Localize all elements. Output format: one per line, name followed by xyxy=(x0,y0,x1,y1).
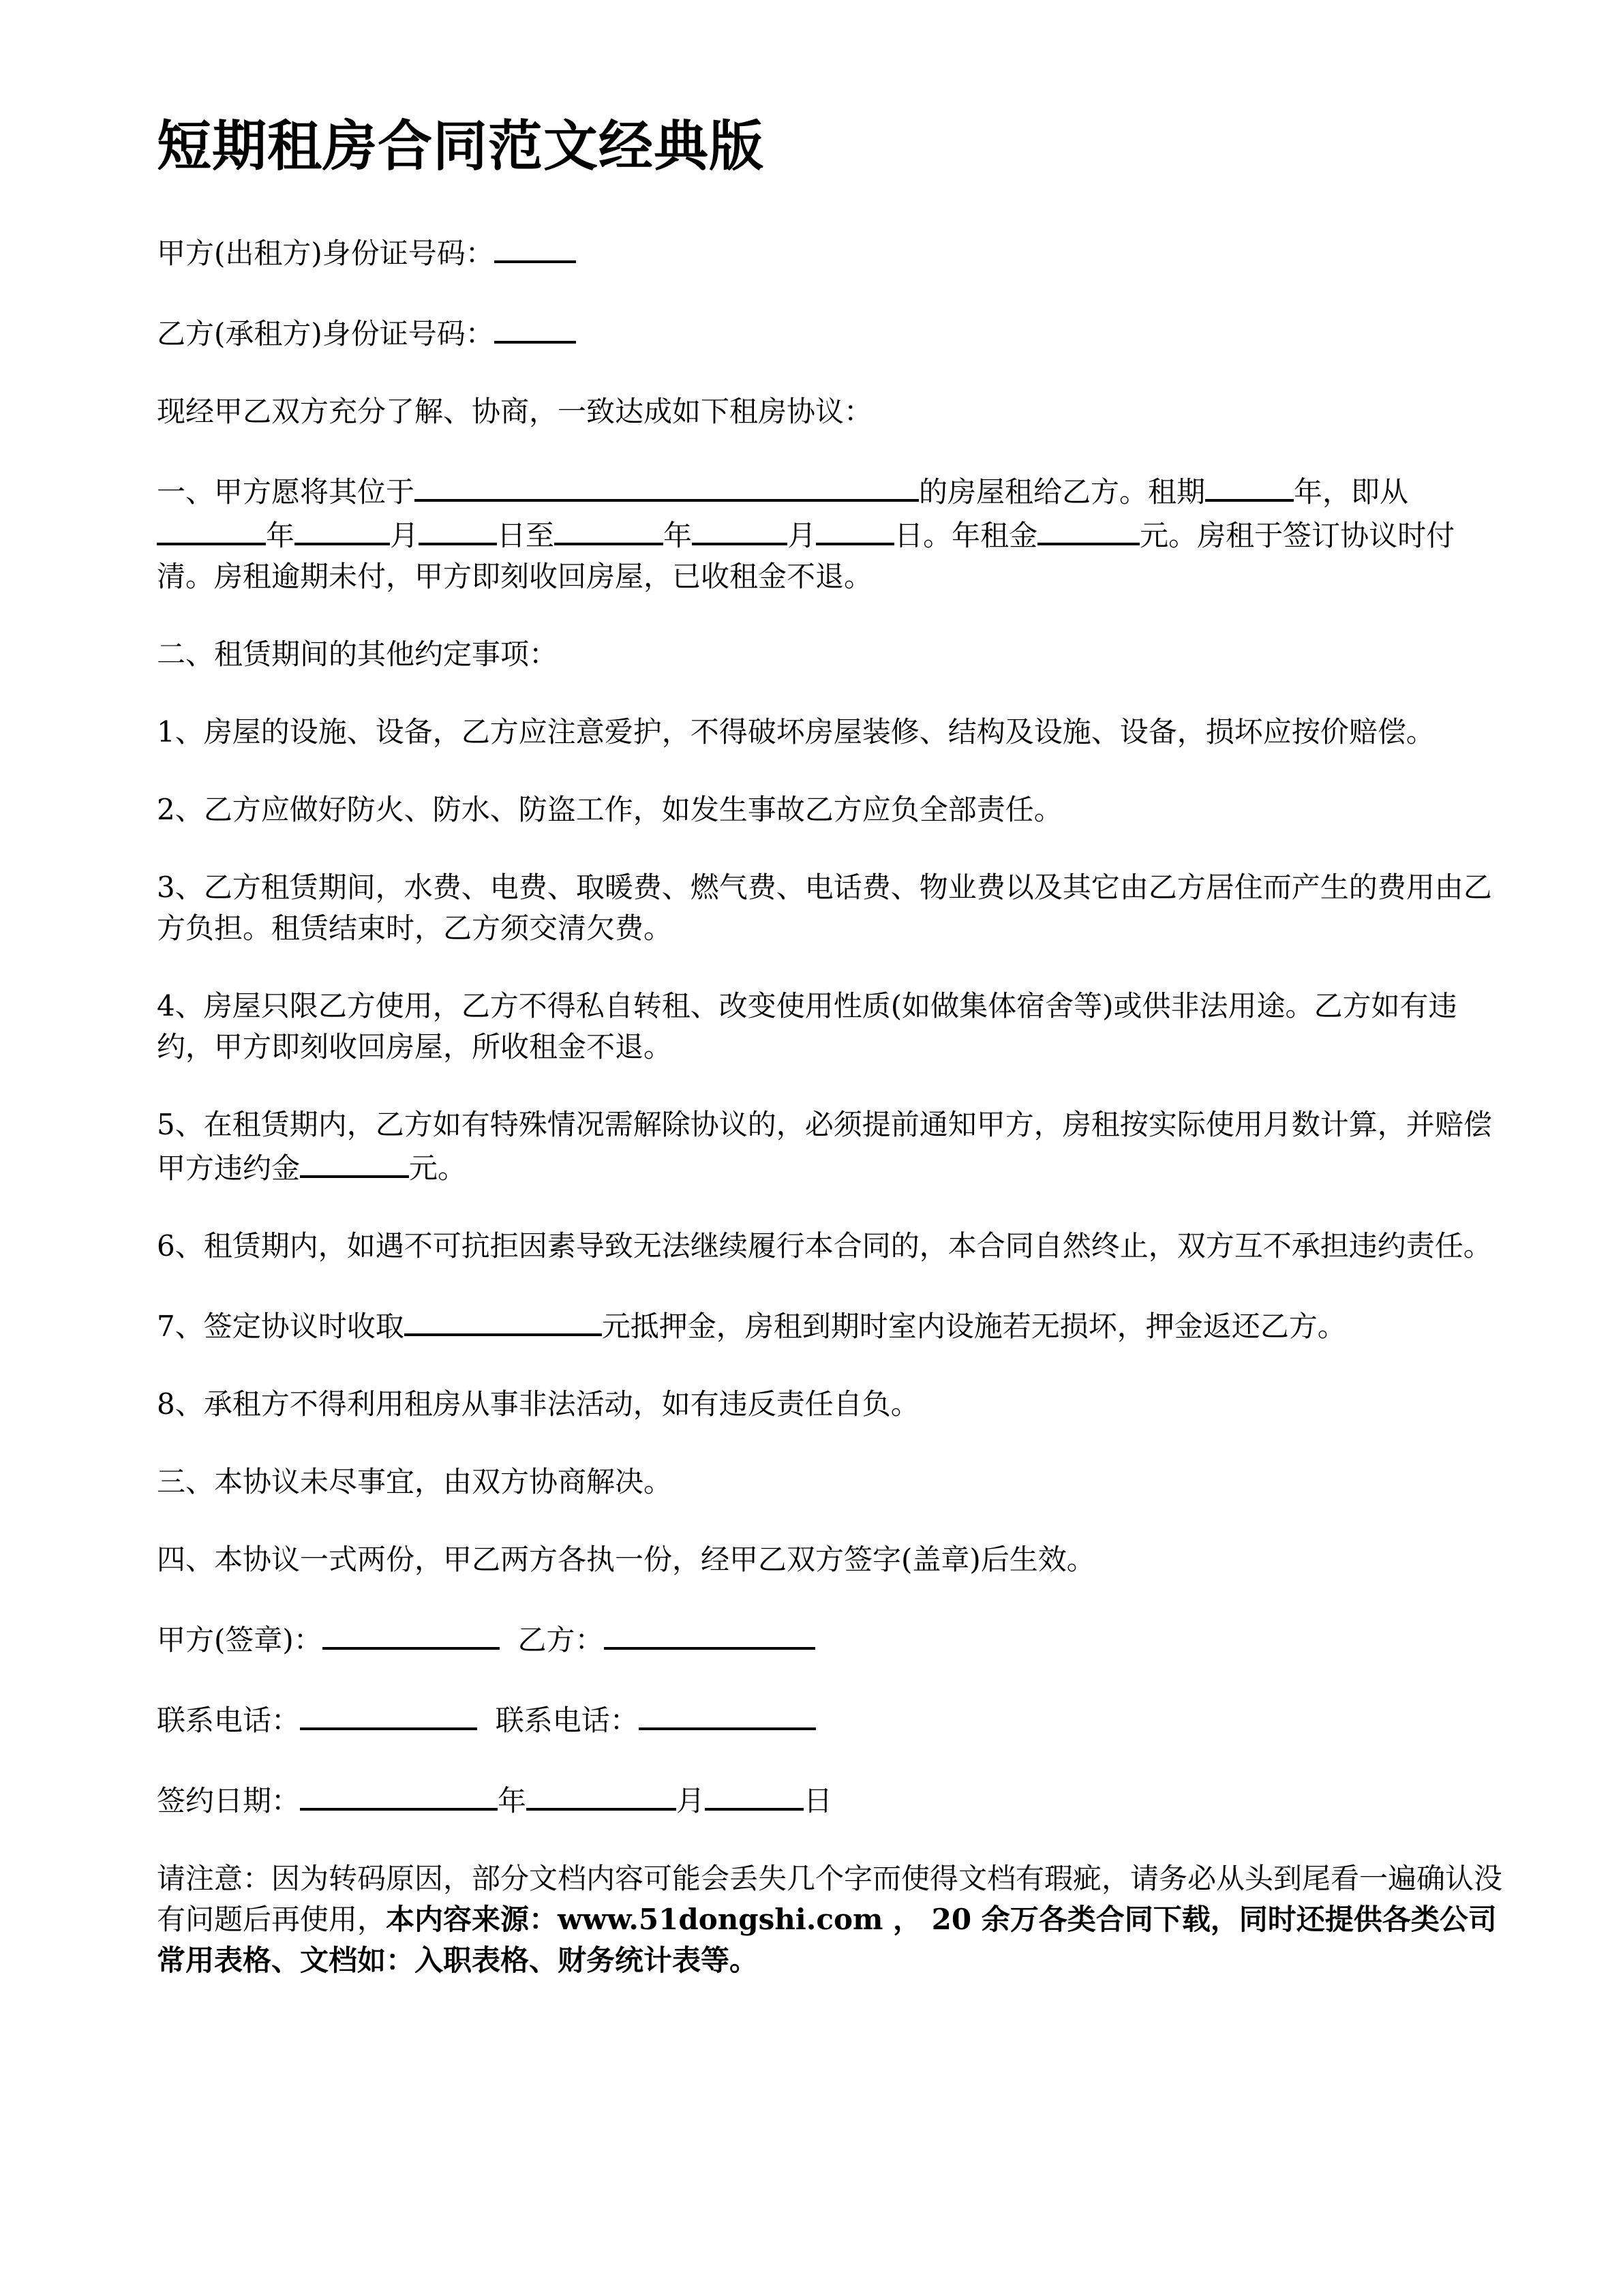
item-2-paragraph: 2、乙方应做好防火、防水、防盗工作，如发生事故乙方应负全部责任。 xyxy=(157,793,1063,826)
item7-text-2: 元抵押金，房租到期时室内设施若无损坏，押金返还乙方。 xyxy=(601,1310,1346,1343)
party-b-id-blank[interactable] xyxy=(494,311,576,344)
annual-rent-blank[interactable] xyxy=(1037,513,1140,545)
signing-month-blank[interactable] xyxy=(526,1778,676,1811)
section-3-paragraph: 三、本协议未尽事宜，由双方协商解决。 xyxy=(157,1465,673,1498)
intro-paragraph: 现经甲乙双方充分了解、协商，一致达成如下租房协议： xyxy=(157,395,873,428)
phone-line xyxy=(157,1697,1506,1741)
sec1-text-10: 元。房租于签订协议时付清。房租逾期未付，甲方即刻收回房屋，已收租金不退。 xyxy=(157,519,1455,593)
party-a-signature-blank[interactable] xyxy=(322,1617,500,1650)
item-5-paragraph xyxy=(157,1104,1506,1189)
deposit-amount-blank[interactable] xyxy=(404,1303,602,1336)
sec1-text-5: 月 xyxy=(390,519,419,552)
party-b-phone-label: 联系电话： xyxy=(495,1704,639,1737)
item5-text-1: 5、在租赁期内，乙方如有特殊情况需解除协议的，必须提前通知甲方，房租按实际使用月数计算，并赔偿甲方违约金 xyxy=(157,1108,1492,1185)
party-a-phone-blank[interactable] xyxy=(300,1697,477,1730)
sec1-text-2: 的房屋租给乙方。租期 xyxy=(919,475,1206,509)
signature-line xyxy=(157,1617,1506,1661)
party-b-signature-label: 乙方： xyxy=(517,1623,604,1657)
document-title: 短期租房合同范文经典版 xyxy=(157,115,764,178)
party-a-id-label: 甲方(出租方)身份证号码： xyxy=(157,237,494,270)
sec1-text-3: 年，即从 xyxy=(1294,475,1409,509)
signing-day-label: 日 xyxy=(804,1784,833,1817)
notice-source-text: 本内容来源：www.51dongshi.com ， 20 余万各类合同下载，同时还提供各类公司常用表格、文档如：入职表格、财务统计表等。 xyxy=(157,1903,1497,1977)
sec1-text-6: 日至 xyxy=(497,519,555,552)
item5-text-2: 元。 xyxy=(409,1151,467,1185)
party-a-phone-label: 联系电话： xyxy=(157,1704,301,1737)
sec1-text-9: 日。年租金 xyxy=(894,519,1038,552)
start-month-blank[interactable] xyxy=(294,513,390,545)
end-month-blank[interactable] xyxy=(692,513,787,545)
document-body xyxy=(157,109,1506,2018)
party-a-signature-label: 甲方(签章)： xyxy=(157,1623,322,1657)
party-b-phone-blank[interactable] xyxy=(639,1697,816,1730)
sec1-text-7: 年 xyxy=(663,519,693,552)
lease-term-blank[interactable] xyxy=(1205,469,1294,502)
item-3-paragraph: 3、乙方租赁期间，水费、电费、取暖费、燃气费、电话费、物业费以及其它由乙方居住而产生的费用由乙方负担。租赁结束时，乙方须交清欠费。 xyxy=(157,871,1492,945)
section-4-paragraph: 四、本协议一式两份，甲乙两方各执一份，经甲乙双方签字(盖章)后生效。 xyxy=(157,1543,1095,1576)
start-year-blank[interactable] xyxy=(157,513,266,545)
property-address-blank[interactable] xyxy=(414,469,919,502)
party-b-id-line xyxy=(157,311,1506,354)
section-1-paragraph xyxy=(157,469,1506,597)
sec1-text-4: 年 xyxy=(266,519,295,552)
start-day-blank[interactable] xyxy=(419,513,497,545)
party-b-signature-blank[interactable] xyxy=(604,1617,815,1650)
item-4-paragraph: 4、房屋只限乙方使用，乙方不得私自转租、改变使用性质(如做集体宿舍等)或供非法用途。乙方如有违约，甲方即刻收回房屋，所收租金不退。 xyxy=(157,989,1457,1063)
item-7-paragraph xyxy=(157,1303,1506,1347)
party-a-id-blank[interactable] xyxy=(494,230,576,263)
signing-year-blank[interactable] xyxy=(300,1778,498,1811)
penalty-amount-blank[interactable] xyxy=(300,1145,409,1178)
party-a-id-line xyxy=(157,230,1506,274)
item-1-paragraph: 1、房屋的设施、设备，乙方应注意爱护，不得破坏房屋装修、结构及设施、设备，损坏应按价赔偿。 xyxy=(157,715,1435,749)
sec1-text-1: 一、甲方愿将其位于 xyxy=(157,475,415,509)
end-year-blank[interactable] xyxy=(554,513,663,545)
party-b-id-label: 乙方(承租方)身份证号码： xyxy=(157,317,494,350)
notice-paragraph xyxy=(157,1858,1506,1981)
signing-year-label: 年 xyxy=(498,1784,527,1817)
end-day-blank[interactable] xyxy=(816,513,894,545)
item7-text-1: 7、签定协议时收取 xyxy=(157,1310,404,1343)
signing-date-line xyxy=(157,1778,1506,1822)
notice-text: 请注意：因为转码原因，部分文档内容可能会丢失几个字而使得文档有瑕疵，请务必从头到尾看一遍确认没有问题后再使用， xyxy=(157,1862,1503,1936)
sec1-text-8: 月 xyxy=(787,519,817,552)
section-2-heading: 二、租赁期间的其他约定事项： xyxy=(157,637,558,671)
signing-day-blank[interactable] xyxy=(705,1778,804,1811)
item-8-paragraph: 8、承租方不得利用租房从事非法活动，如有违反责任自负。 xyxy=(157,1387,920,1421)
item-6-paragraph: 6、租赁期内，如遇不可抗拒因素导致无法继续履行本合同的，本合同自然终止，双方互不承担违约责任。 xyxy=(157,1229,1492,1263)
signing-month-label: 月 xyxy=(676,1784,706,1817)
signing-date-label: 签约日期： xyxy=(157,1784,301,1817)
